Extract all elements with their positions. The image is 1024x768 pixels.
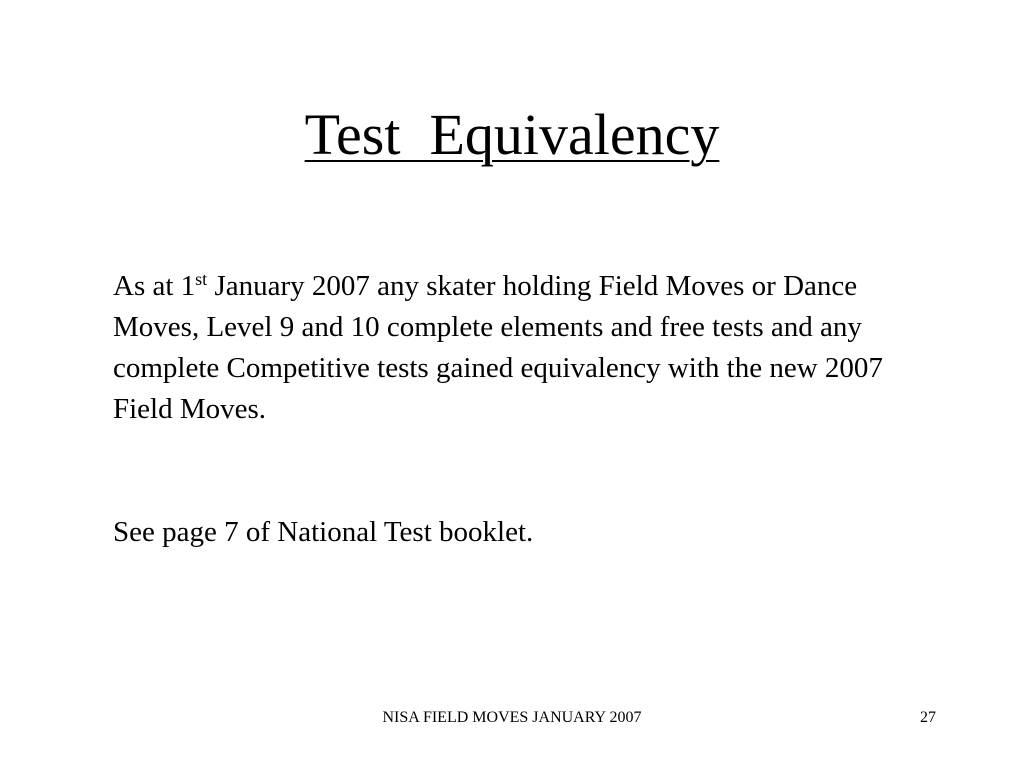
footer-text: NISA FIELD MOVES JANUARY 2007 [382,709,642,726]
ordinal-superscript: st [195,269,208,289]
body-paragraph [113,266,933,430]
paragraph-equivalency [113,266,933,430]
page-number: 27 [920,709,936,726]
paragraph-reference: See page 7 of National Test booklet. [113,516,534,548]
slide-title-text: Test Equivalency [304,102,720,167]
slide-title [0,100,1024,170]
paragraph-prefix: As at 1 [113,270,196,302]
paragraph-suffix: January 2007 any skater holding Field Moves or Dance Moves, Level 9 and 10 complete elements and free tests and any complete Competitive tests gained equivalency with the new 2007 Field Moves. [113,270,883,425]
